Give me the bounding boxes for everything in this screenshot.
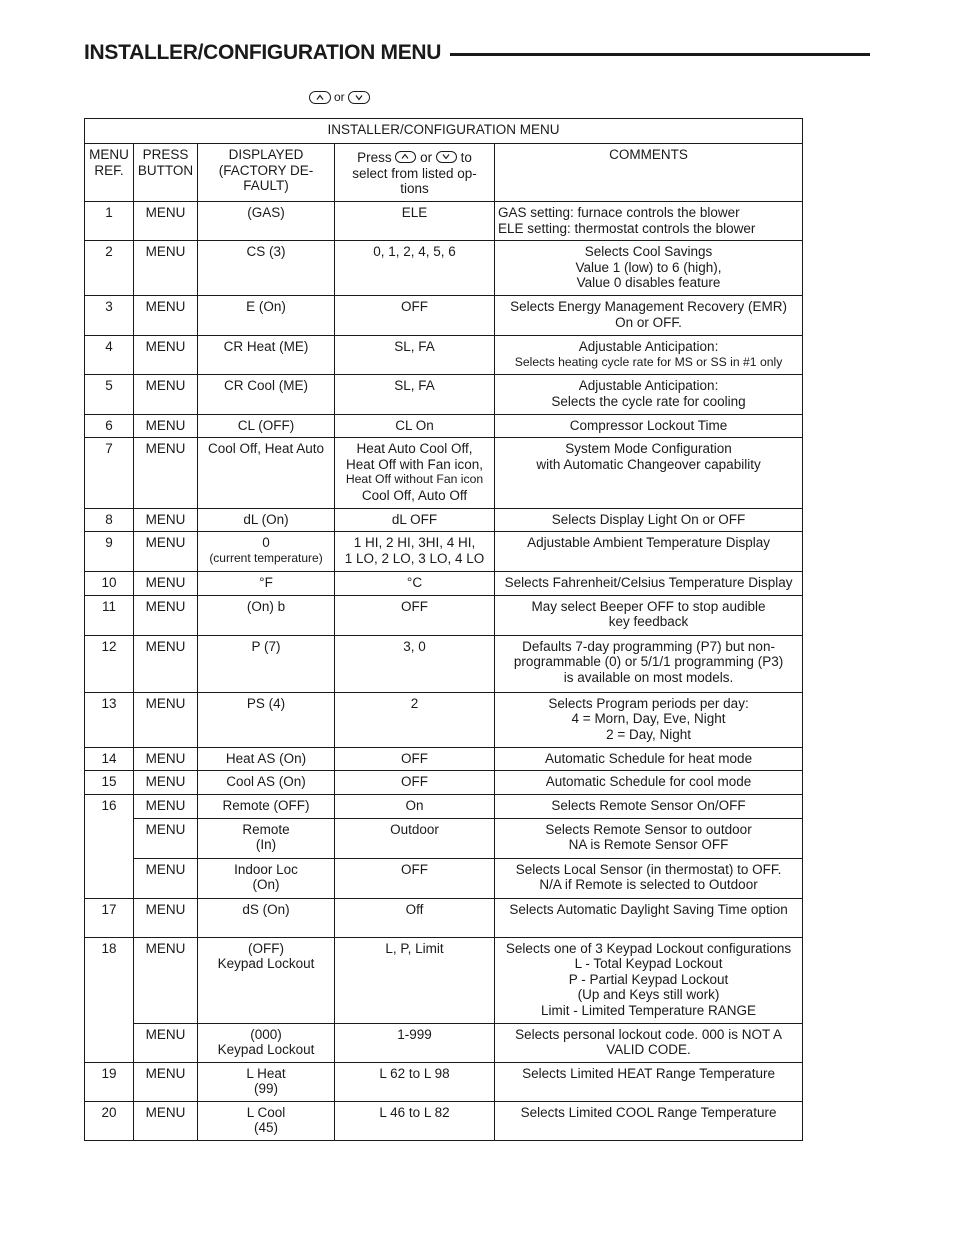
options-cell-line: OFF bbox=[401, 774, 428, 790]
displayed-default-cell-line: Cool Off, Heat Auto bbox=[207, 441, 325, 457]
options-cell-line: Heat Auto Cool Off, bbox=[356, 441, 473, 457]
page-heading bbox=[84, 38, 870, 68]
table-row bbox=[85, 747, 803, 771]
comments-cell-line: 4 = Morn, Day, Eve, Night bbox=[571, 711, 726, 727]
comments-cell-line: VALID CODE. bbox=[606, 1042, 691, 1058]
press-button-cell: MENU bbox=[134, 937, 198, 1023]
header-displayed: DISPLAYED (FACTORY DE- FAULT) bbox=[198, 144, 335, 202]
press-button-cell: MENU bbox=[134, 414, 198, 438]
menu-ref-cell: 19 bbox=[85, 1062, 134, 1101]
displayed-default-cell-line: dS (On) bbox=[242, 901, 290, 917]
comments-cell bbox=[495, 818, 803, 858]
comments-cell-line: Value 1 (low) to 6 (high), bbox=[575, 259, 722, 275]
comments-cell-line: Selects one of 3 Keypad Lockout configurations bbox=[505, 940, 792, 956]
comments-cell-line: Adjustable Ambient Temperature Display bbox=[527, 535, 770, 551]
displayed-default-cell bbox=[198, 241, 335, 296]
displayed-default-cell bbox=[198, 296, 335, 336]
options-cell bbox=[335, 692, 495, 747]
menu-ref-cell: 11 bbox=[85, 595, 134, 635]
options-cell-line: 2 bbox=[410, 695, 419, 711]
displayed-default-cell bbox=[198, 336, 335, 375]
comments-cell-line: Selects Remote Sensor On/OFF bbox=[551, 797, 746, 813]
table-row bbox=[85, 898, 803, 937]
table-caption: INSTALLER/CONFIGURATION MENU bbox=[85, 119, 803, 144]
displayed-default-cell-line: (99) bbox=[253, 1081, 278, 1097]
options-cell bbox=[335, 747, 495, 771]
options-cell-line: On bbox=[405, 797, 424, 813]
table-row bbox=[85, 595, 803, 635]
displayed-default-cell-line: Heat AS (On) bbox=[225, 750, 307, 766]
comments-cell-line: NA is Remote Sensor OFF bbox=[568, 837, 729, 853]
table-row bbox=[85, 771, 803, 795]
options-cell bbox=[335, 375, 495, 414]
displayed-default-cell-line: L Heat bbox=[246, 1065, 286, 1081]
comments-cell bbox=[495, 296, 803, 336]
comments-cell-line: Defaults 7-day programming (P7) but non- bbox=[522, 638, 775, 654]
options-cell-line: Cool Off, Auto Off bbox=[361, 487, 468, 503]
options-cell bbox=[335, 1062, 495, 1101]
displayed-default-cell-line: Keypad Lockout bbox=[217, 1042, 315, 1058]
options-cell-line: 0, 1, 2, 4, 5, 6 bbox=[373, 244, 456, 260]
displayed-default-cell-line: Keypad Lockout bbox=[217, 956, 315, 972]
comments-cell-line: with Automatic Changeover capability bbox=[536, 456, 761, 472]
menu-ref-cell: 10 bbox=[85, 572, 134, 596]
table-row bbox=[85, 1023, 803, 1062]
options-cell-line: OFF bbox=[401, 750, 428, 766]
options-cell-line: SL, FA bbox=[394, 378, 435, 394]
displayed-default-cell bbox=[198, 818, 335, 858]
press-button-cell: MENU bbox=[134, 375, 198, 414]
options-cell-line: Heat Off with Fan icon, bbox=[345, 456, 484, 472]
displayed-default-cell-line: Remote bbox=[242, 821, 290, 837]
down-arrow-button-icon bbox=[348, 91, 370, 104]
menu-ref-cell: 18 bbox=[85, 937, 134, 1062]
comments-cell-line: GAS setting: furnace controls the blower bbox=[498, 205, 740, 220]
displayed-default-cell-line: (GAS) bbox=[247, 205, 285, 220]
table-row bbox=[85, 937, 803, 1023]
button-legend bbox=[309, 90, 370, 104]
displayed-default-cell-line: CL (OFF) bbox=[237, 417, 295, 433]
comments-cell bbox=[495, 1101, 803, 1140]
press-button-cell: MENU bbox=[134, 794, 198, 818]
press-button-cell: MENU bbox=[134, 572, 198, 596]
table-row bbox=[85, 336, 803, 375]
table-row bbox=[85, 202, 803, 241]
comments-cell bbox=[495, 202, 803, 241]
options-cell-line: 1 HI, 2 HI, 3HI, 4 HI, bbox=[353, 535, 476, 551]
press-button-cell: MENU bbox=[134, 771, 198, 795]
options-cell bbox=[335, 532, 495, 572]
comments-cell-line: ELE setting: thermostat controls the blower bbox=[498, 220, 756, 236]
menu-ref-cell: 2 bbox=[85, 241, 134, 296]
options-cell-line: OFF bbox=[401, 598, 428, 614]
options-cell bbox=[335, 336, 495, 375]
table-row bbox=[85, 414, 803, 438]
displayed-default-cell-line: (000) bbox=[250, 1026, 282, 1042]
menu-ref-cell: 3 bbox=[85, 296, 134, 336]
table-row bbox=[85, 858, 803, 898]
displayed-default-cell bbox=[198, 375, 335, 414]
options-cell bbox=[335, 241, 495, 296]
comments-cell-line: L - Total Keypad Lockout bbox=[574, 956, 723, 972]
press-button-cell: MENU bbox=[134, 1062, 198, 1101]
menu-ref-cell: 17 bbox=[85, 898, 134, 937]
displayed-default-cell bbox=[198, 202, 335, 241]
comments-cell bbox=[495, 438, 803, 508]
table-row bbox=[85, 508, 803, 532]
table-row bbox=[85, 1101, 803, 1140]
displayed-default-cell bbox=[198, 937, 335, 1023]
displayed-default-cell-line: PS (4) bbox=[246, 695, 286, 711]
press-button-cell: MENU bbox=[134, 532, 198, 572]
comments-cell-line: Automatic Schedule for heat mode bbox=[544, 750, 753, 766]
options-cell-line: L, P, Limit bbox=[385, 940, 444, 956]
comments-cell bbox=[495, 336, 803, 375]
comments-cell-line: Selects Remote Sensor to outdoor bbox=[545, 821, 752, 837]
displayed-default-cell-line: 0 bbox=[262, 535, 270, 551]
comments-cell bbox=[495, 858, 803, 898]
comments-cell bbox=[495, 595, 803, 635]
press-button-cell: MENU bbox=[134, 296, 198, 336]
options-cell-line: CL On bbox=[395, 417, 434, 433]
options-cell-line: 1 LO, 2 LO, 3 LO, 4 LO bbox=[344, 550, 485, 566]
comments-cell-line: Selects Cool Savings bbox=[584, 244, 713, 260]
press-button-cell: MENU bbox=[134, 508, 198, 532]
comments-cell-line: Adjustable Anticipation: bbox=[578, 378, 719, 394]
comments-cell-line: Selects Display Light On or OFF bbox=[551, 511, 746, 527]
press-button-cell: MENU bbox=[134, 241, 198, 296]
options-cell bbox=[335, 296, 495, 336]
comments-cell-line: Value 0 disables feature bbox=[576, 275, 721, 291]
menu-ref-cell: 5 bbox=[85, 375, 134, 414]
header-menu-ref: MENU REF. bbox=[85, 144, 134, 202]
options-cell-line: SL, FA bbox=[394, 339, 435, 355]
displayed-default-cell bbox=[198, 508, 335, 532]
heading-rule bbox=[450, 53, 870, 56]
menu-ref-cell: 13 bbox=[85, 692, 134, 747]
displayed-default-cell-line: (On) b bbox=[246, 598, 286, 614]
displayed-default-cell-line: CR Heat (ME) bbox=[223, 339, 309, 355]
table-row bbox=[85, 794, 803, 818]
menu-ref-cell: 7 bbox=[85, 438, 134, 508]
menu-ref-cell: 1 bbox=[85, 202, 134, 241]
options-cell-line: Heat Off without Fan icon bbox=[345, 472, 484, 487]
table-row bbox=[85, 692, 803, 747]
menu-ref-cell: 6 bbox=[85, 414, 134, 438]
options-cell bbox=[335, 202, 495, 241]
comments-cell-line: key feedback bbox=[608, 614, 689, 630]
comments-cell-line: Automatic Schedule for cool mode bbox=[545, 774, 752, 790]
options-cell bbox=[335, 572, 495, 596]
options-cell bbox=[335, 937, 495, 1023]
displayed-default-cell-line: Remote (OFF) bbox=[222, 797, 310, 813]
displayed-default-cell bbox=[198, 692, 335, 747]
options-cell bbox=[335, 818, 495, 858]
options-cell bbox=[335, 595, 495, 635]
comments-cell-line: May select Beeper OFF to stop audible bbox=[531, 598, 766, 614]
displayed-default-cell bbox=[198, 1101, 335, 1140]
displayed-default-cell-line: (OFF) bbox=[248, 940, 284, 956]
displayed-default-cell bbox=[198, 438, 335, 508]
displayed-default-cell bbox=[198, 747, 335, 771]
comments-cell bbox=[495, 794, 803, 818]
displayed-default-cell bbox=[198, 532, 335, 572]
press-button-cell: MENU bbox=[134, 858, 198, 898]
options-cell bbox=[335, 794, 495, 818]
comments-cell-line: is available on most models. bbox=[563, 669, 734, 685]
page-title: INSTALLER/CONFIGURATION MENU bbox=[84, 41, 442, 64]
displayed-default-cell bbox=[198, 635, 335, 692]
table-row bbox=[85, 296, 803, 336]
table-caption-row bbox=[85, 119, 803, 144]
table-header-row bbox=[85, 144, 803, 202]
press-button-cell: MENU bbox=[134, 595, 198, 635]
displayed-default-cell-line: E (On) bbox=[246, 299, 286, 315]
displayed-default-cell bbox=[198, 898, 335, 937]
comments-cell-line: Limit - Limited Temperature RANGE bbox=[540, 1002, 757, 1018]
displayed-default-cell-line: CS (3) bbox=[246, 244, 286, 260]
press-button-cell: MENU bbox=[134, 202, 198, 241]
comments-cell bbox=[495, 747, 803, 771]
menu-ref-cell: 4 bbox=[85, 336, 134, 375]
comments-cell bbox=[495, 375, 803, 414]
comments-cell-line: Selects Energy Management Recovery (EMR) bbox=[510, 299, 787, 315]
options-cell-line: Outdoor bbox=[390, 821, 439, 837]
comments-cell-line: Selects Local Sensor (in thermostat) to OFF. bbox=[515, 861, 782, 877]
options-cell bbox=[335, 635, 495, 692]
options-cell-line: °C bbox=[406, 575, 423, 591]
menu-ref-cell: 20 bbox=[85, 1101, 134, 1140]
comments-cell bbox=[495, 898, 803, 937]
table-row bbox=[85, 532, 803, 572]
displayed-default-cell-line: (On) bbox=[252, 877, 280, 893]
comments-cell bbox=[495, 937, 803, 1023]
comments-cell-line: Selects heating cycle rate for MS or SS in #1 only bbox=[514, 354, 783, 369]
up-arrow-button-icon bbox=[309, 91, 331, 104]
button-legend-or: or bbox=[334, 90, 345, 104]
menu-ref-cell: 16 bbox=[85, 794, 134, 898]
table-row bbox=[85, 635, 803, 692]
down-arrow-button-icon bbox=[436, 151, 457, 163]
menu-ref-cell: 14 bbox=[85, 747, 134, 771]
comments-cell bbox=[495, 572, 803, 596]
table-row bbox=[85, 438, 803, 508]
comments-cell-line: 2 = Day, Night bbox=[606, 726, 691, 742]
comments-cell bbox=[495, 414, 803, 438]
comments-cell-line: (Up and Keys still work) bbox=[577, 987, 720, 1003]
up-arrow-button-icon bbox=[395, 151, 416, 163]
header-press-button: PRESS BUTTON bbox=[134, 144, 198, 202]
comments-cell-line: N/A if Remote is selected to Outdoor bbox=[539, 877, 758, 893]
options-cell-line: OFF bbox=[401, 861, 428, 877]
options-cell bbox=[335, 858, 495, 898]
comments-cell bbox=[495, 1062, 803, 1101]
displayed-default-cell-line: dL (On) bbox=[243, 511, 289, 527]
press-button-cell: MENU bbox=[134, 898, 198, 937]
comments-cell-line: Selects Limited COOL Range Temperature bbox=[520, 1104, 777, 1120]
options-cell-line: 3, 0 bbox=[403, 638, 426, 654]
menu-ref-cell: 12 bbox=[85, 635, 134, 692]
comments-cell-line: System Mode Configuration bbox=[565, 441, 732, 457]
options-cell-line: dL OFF bbox=[391, 511, 438, 527]
displayed-default-cell bbox=[198, 771, 335, 795]
options-cell-line: L 46 to L 82 bbox=[379, 1104, 450, 1120]
options-cell bbox=[335, 438, 495, 508]
comments-cell-line: On or OFF. bbox=[615, 314, 682, 330]
comments-cell-line: Adjustable Anticipation: bbox=[578, 339, 719, 355]
comments-cell bbox=[495, 508, 803, 532]
comments-cell-line: Selects Limited HEAT Range Temperature bbox=[522, 1065, 775, 1081]
comments-cell-line: Compressor Lockout Time bbox=[569, 417, 728, 433]
displayed-default-cell bbox=[198, 1023, 335, 1062]
options-cell bbox=[335, 508, 495, 532]
comments-cell bbox=[495, 241, 803, 296]
options-cell-line: OFF bbox=[401, 299, 428, 315]
comments-cell-line: Selects Fahrenheit/Celsius Temperature Display bbox=[504, 575, 793, 591]
press-button-cell: MENU bbox=[134, 747, 198, 771]
press-button-cell: MENU bbox=[134, 336, 198, 375]
table-row bbox=[85, 818, 803, 858]
comments-cell bbox=[495, 532, 803, 572]
comments-cell-line: Selects Program periods per day: bbox=[548, 695, 749, 711]
options-cell-line: 1-999 bbox=[397, 1026, 432, 1042]
displayed-default-cell bbox=[198, 858, 335, 898]
header-press-options: Press or to select from listed op- tions bbox=[335, 144, 495, 202]
displayed-default-cell-line: Cool AS (On) bbox=[226, 774, 306, 790]
displayed-default-cell bbox=[198, 794, 335, 818]
displayed-default-cell bbox=[198, 595, 335, 635]
comments-cell-line: Selects the cycle rate for cooling bbox=[551, 393, 746, 409]
press-button-cell: MENU bbox=[134, 438, 198, 508]
options-cell bbox=[335, 1101, 495, 1140]
menu-ref-cell: 8 bbox=[85, 508, 134, 532]
displayed-default-cell bbox=[198, 414, 335, 438]
displayed-default-cell-line: Indoor Loc bbox=[234, 861, 298, 877]
options-cell bbox=[335, 771, 495, 795]
installer-configuration-table bbox=[84, 118, 803, 1141]
press-button-cell: MENU bbox=[134, 692, 198, 747]
displayed-default-cell bbox=[198, 1062, 335, 1101]
comments-cell bbox=[495, 771, 803, 795]
comments-cell-line: programmable (0) or 5/1/1 programming (P3) bbox=[513, 654, 784, 670]
displayed-default-cell-line: °F bbox=[259, 575, 273, 591]
table-row bbox=[85, 241, 803, 296]
menu-ref-cell: 15 bbox=[85, 771, 134, 795]
options-cell-line: L 62 to L 98 bbox=[379, 1065, 450, 1081]
comments-cell-line: Selects personal lockout code. 000 is NOT A bbox=[515, 1026, 782, 1042]
press-button-cell: MENU bbox=[134, 1023, 198, 1062]
displayed-default-cell bbox=[198, 572, 335, 596]
comments-cell-line: Selects Automatic Daylight Saving Time option bbox=[509, 901, 788, 917]
options-cell bbox=[335, 414, 495, 438]
displayed-default-cell-line: (45) bbox=[253, 1120, 278, 1136]
header-comments: COMMENTS bbox=[495, 144, 803, 202]
displayed-default-cell-line: CR Cool (ME) bbox=[223, 378, 308, 394]
table-row bbox=[85, 572, 803, 596]
options-cell bbox=[335, 1023, 495, 1062]
displayed-default-cell-line: P (7) bbox=[251, 638, 281, 654]
displayed-default-cell-line: (current temperature) bbox=[209, 550, 323, 565]
comments-cell bbox=[495, 692, 803, 747]
table-row bbox=[85, 375, 803, 414]
options-cell-line: Off bbox=[405, 901, 424, 917]
press-button-cell: MENU bbox=[134, 635, 198, 692]
comments-cell bbox=[495, 635, 803, 692]
comments-cell-line: P - Partial Keypad Lockout bbox=[568, 971, 729, 987]
options-cell bbox=[335, 898, 495, 937]
press-button-cell: MENU bbox=[134, 818, 198, 858]
displayed-default-cell-line: L Cool bbox=[246, 1104, 286, 1120]
comments-cell bbox=[495, 1023, 803, 1062]
table-row bbox=[85, 1062, 803, 1101]
options-cell-line: ELE bbox=[401, 205, 428, 220]
displayed-default-cell-line: (In) bbox=[255, 837, 277, 853]
press-button-cell: MENU bbox=[134, 1101, 198, 1140]
menu-ref-cell: 9 bbox=[85, 532, 134, 572]
